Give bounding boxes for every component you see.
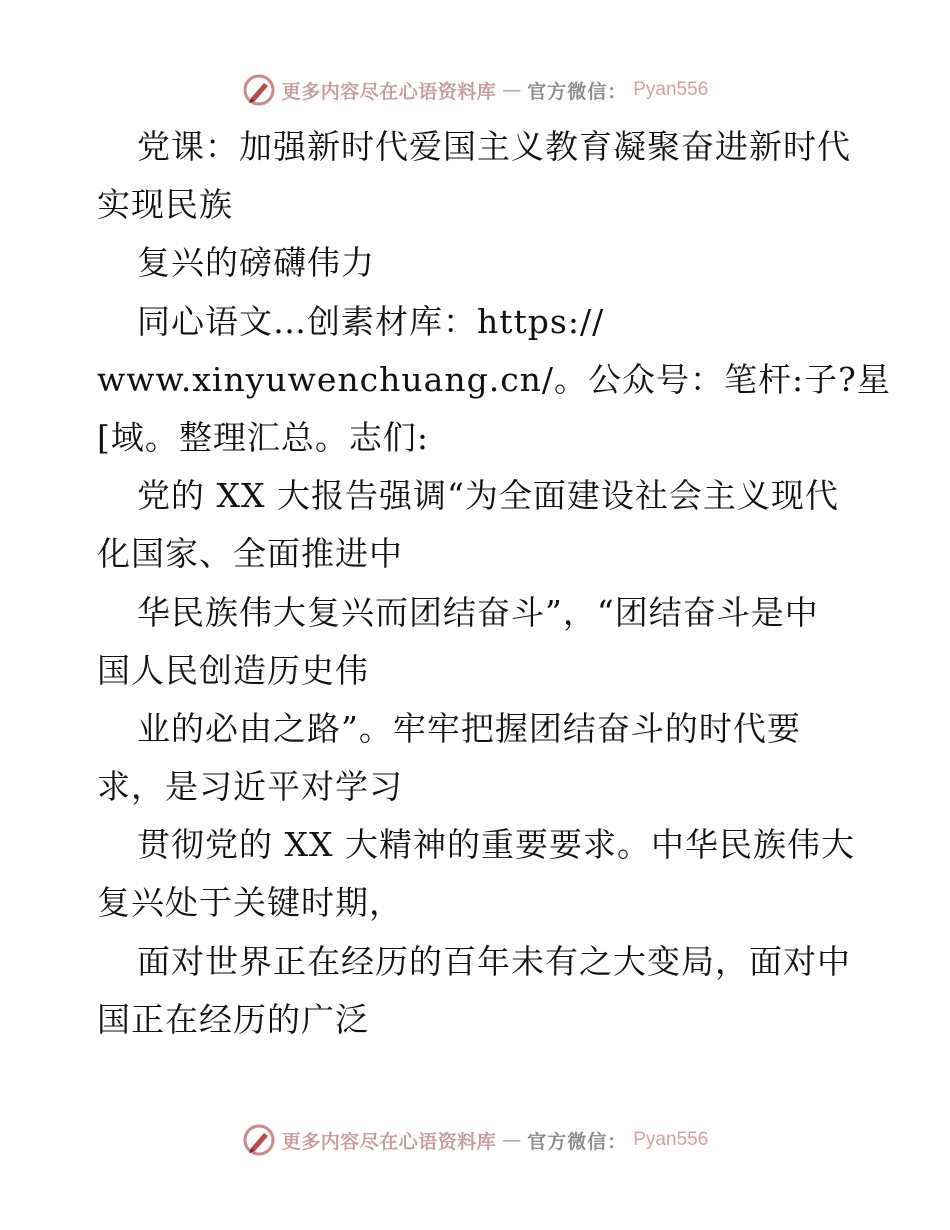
banner-main-text: 更多内容尽在心语资料库: [281, 1130, 497, 1153]
document-line: www.xinyuwenchuang.cn/。公众号：笔杆:子?星: [97, 359, 891, 399]
banner-main-text: 更多内容尽在心语资料库: [281, 80, 497, 103]
footer-banner: [0, 1120, 950, 1160]
document-line: 复兴处于关键时期，: [97, 883, 403, 923]
document-line: [域。整理汇总。志们:: [97, 417, 429, 457]
document-line: 党的 XX 大报告强调“为全面建设社会主义现代: [137, 476, 839, 516]
banner-separator: —: [502, 1129, 522, 1151]
document-line: 贯彻党的 XX 大精神的重要要求。中华民族伟大: [137, 825, 855, 865]
document-line: 化国家、全面推进中: [97, 534, 403, 574]
pen-circle-logo-icon: [242, 73, 276, 107]
document-line: 业的必由之路”。牢牢把握团结奋斗的时代要: [137, 708, 801, 748]
banner-separator: —: [502, 79, 522, 101]
document-line: 面对世界正在经历的百年未有之大变局，面对中: [137, 941, 851, 981]
header-banner: [0, 70, 950, 110]
document-body: [97, 118, 891, 1049]
document-line: 党课：加强新时代爱国主义教育凝聚奋进新时代: [137, 127, 851, 166]
document-line: 复兴的磅礴伟力: [137, 243, 375, 283]
document-line: 国人民创造历史伟: [97, 650, 369, 690]
banner-wechat-id: Pyan556: [633, 1129, 709, 1150]
document-line: 实现民族: [97, 185, 233, 225]
document-line: 国正在经历的广泛: [97, 999, 369, 1039]
banner-wechat-label: 官方微信：: [527, 1130, 628, 1153]
pen-circle-logo-icon: [242, 1123, 276, 1157]
document-line: 华民族伟大复兴而团结奋斗”，“团结奋斗是中: [137, 592, 819, 632]
document-line: 同心语文…创素材库：https://: [137, 301, 605, 341]
banner-wechat-label: 官方微信：: [527, 80, 628, 103]
banner-wechat-id: Pyan556: [633, 79, 709, 100]
document-line: 求，是习近平对学习: [97, 767, 403, 807]
